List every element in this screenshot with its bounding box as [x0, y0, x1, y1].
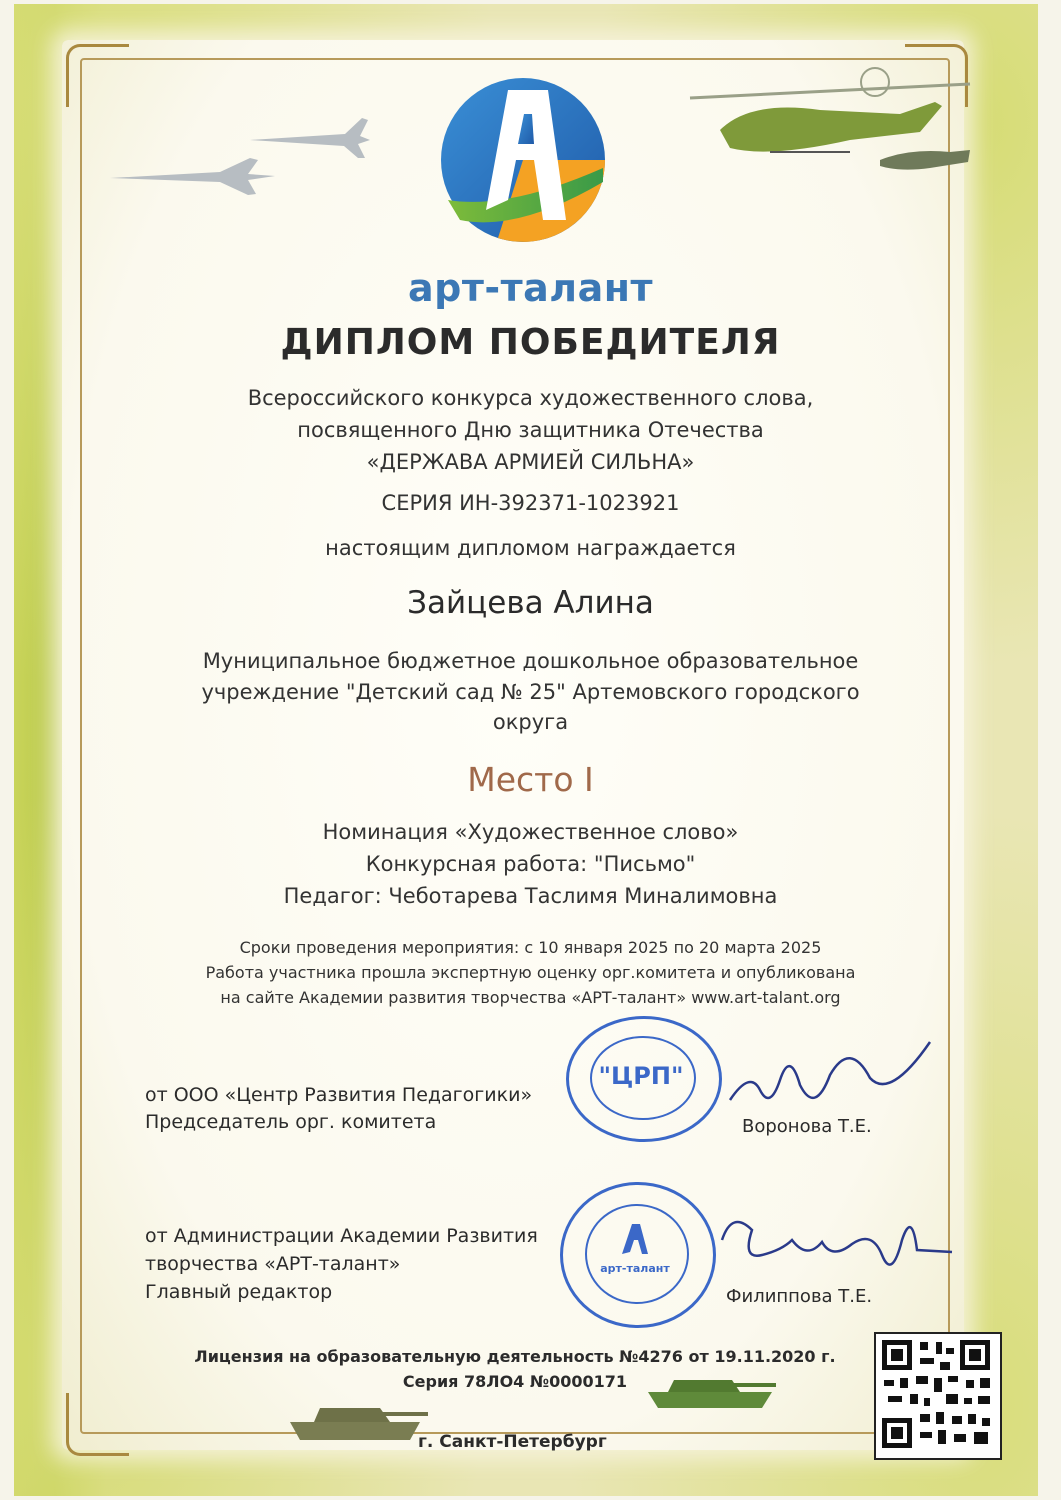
institution-line-1: Муниципальное бюджетное дошкольное образовательное	[202, 649, 859, 673]
institution-line-3: округа	[492, 710, 569, 734]
place-award: Место I	[467, 760, 594, 799]
helicopter-illustration	[650, 40, 980, 190]
awarded-text: настоящим дипломом награждается	[325, 536, 736, 560]
jets-illustration	[100, 110, 370, 200]
qr-code	[874, 1332, 1002, 1460]
logo-emblem	[438, 60, 608, 250]
city: г. Санкт-Петербург	[418, 1432, 607, 1452]
series-number: СЕРИЯ ИН-392371-1023921	[381, 491, 680, 515]
corner-ornament	[66, 44, 129, 107]
signature-1	[720, 1030, 940, 1120]
competition-work: Конкурсная работа: "Письмо"	[365, 852, 696, 876]
diploma-title: ДИПЛОМ ПОБЕДИТЕЛЯ	[280, 322, 781, 363]
publication-site: на сайте Академии развития творчества «АРТ-талант» www.art-talant.org	[220, 988, 841, 1007]
corner-ornament	[66, 1393, 129, 1456]
license-text: Лицензия на образовательную деятельность №4276 от 19.11.2020 г.	[194, 1347, 836, 1366]
license-series: Серия 78ЛО4 №0000171	[402, 1372, 628, 1391]
org2-line-3: Главный редактор	[145, 1281, 333, 1303]
review-note: Работа участника прошла экспертную оценку орг.комитета и опубликована	[205, 963, 856, 982]
org2-line-2: творчества «АРТ-талант»	[145, 1253, 401, 1275]
stamp-logo-icon	[620, 1222, 650, 1256]
institution-line-2: учреждение "Детский сад № 25" Артемовского городского	[201, 680, 860, 704]
tank-illustration	[640, 1368, 780, 1412]
tank-illustration	[280, 1392, 430, 1444]
signer-2-name: Филиппова Т.Е.	[726, 1286, 873, 1307]
contest-line-1: Всероссийского конкурса художественного слова,	[247, 386, 814, 410]
contest-name: «ДЕРЖАВА АРМИЕЙ СИЛЬНА»	[366, 450, 695, 474]
nomination: Номинация «Художественное слово»	[322, 820, 739, 844]
stamp-crp-text: "ЦРП"	[598, 1062, 684, 1090]
contest-line-2: посвященного Дню защитника Отечества	[297, 418, 764, 442]
org2-line-1: от Администрации Академии Развития	[145, 1225, 538, 1247]
signature-2	[712, 1200, 962, 1290]
signer-1-name: Воронова Т.Е.	[742, 1116, 872, 1137]
teacher: Педагог: Чеботарева Таслимя Миналимовна	[283, 884, 778, 908]
org1-line-2: Председатель орг. комитета	[145, 1111, 437, 1133]
winner-name: Зайцева Алина	[407, 585, 654, 621]
org1-line-1: от ООО «Центр Развития Педагогики»	[145, 1084, 533, 1106]
stamp-art-talant-text: арт-талант	[600, 1262, 670, 1275]
brand-name: арт-талант	[407, 266, 654, 310]
event-dates: Сроки проведения мероприятия: с 10 января 2025 по 20 марта 2025	[239, 938, 822, 957]
